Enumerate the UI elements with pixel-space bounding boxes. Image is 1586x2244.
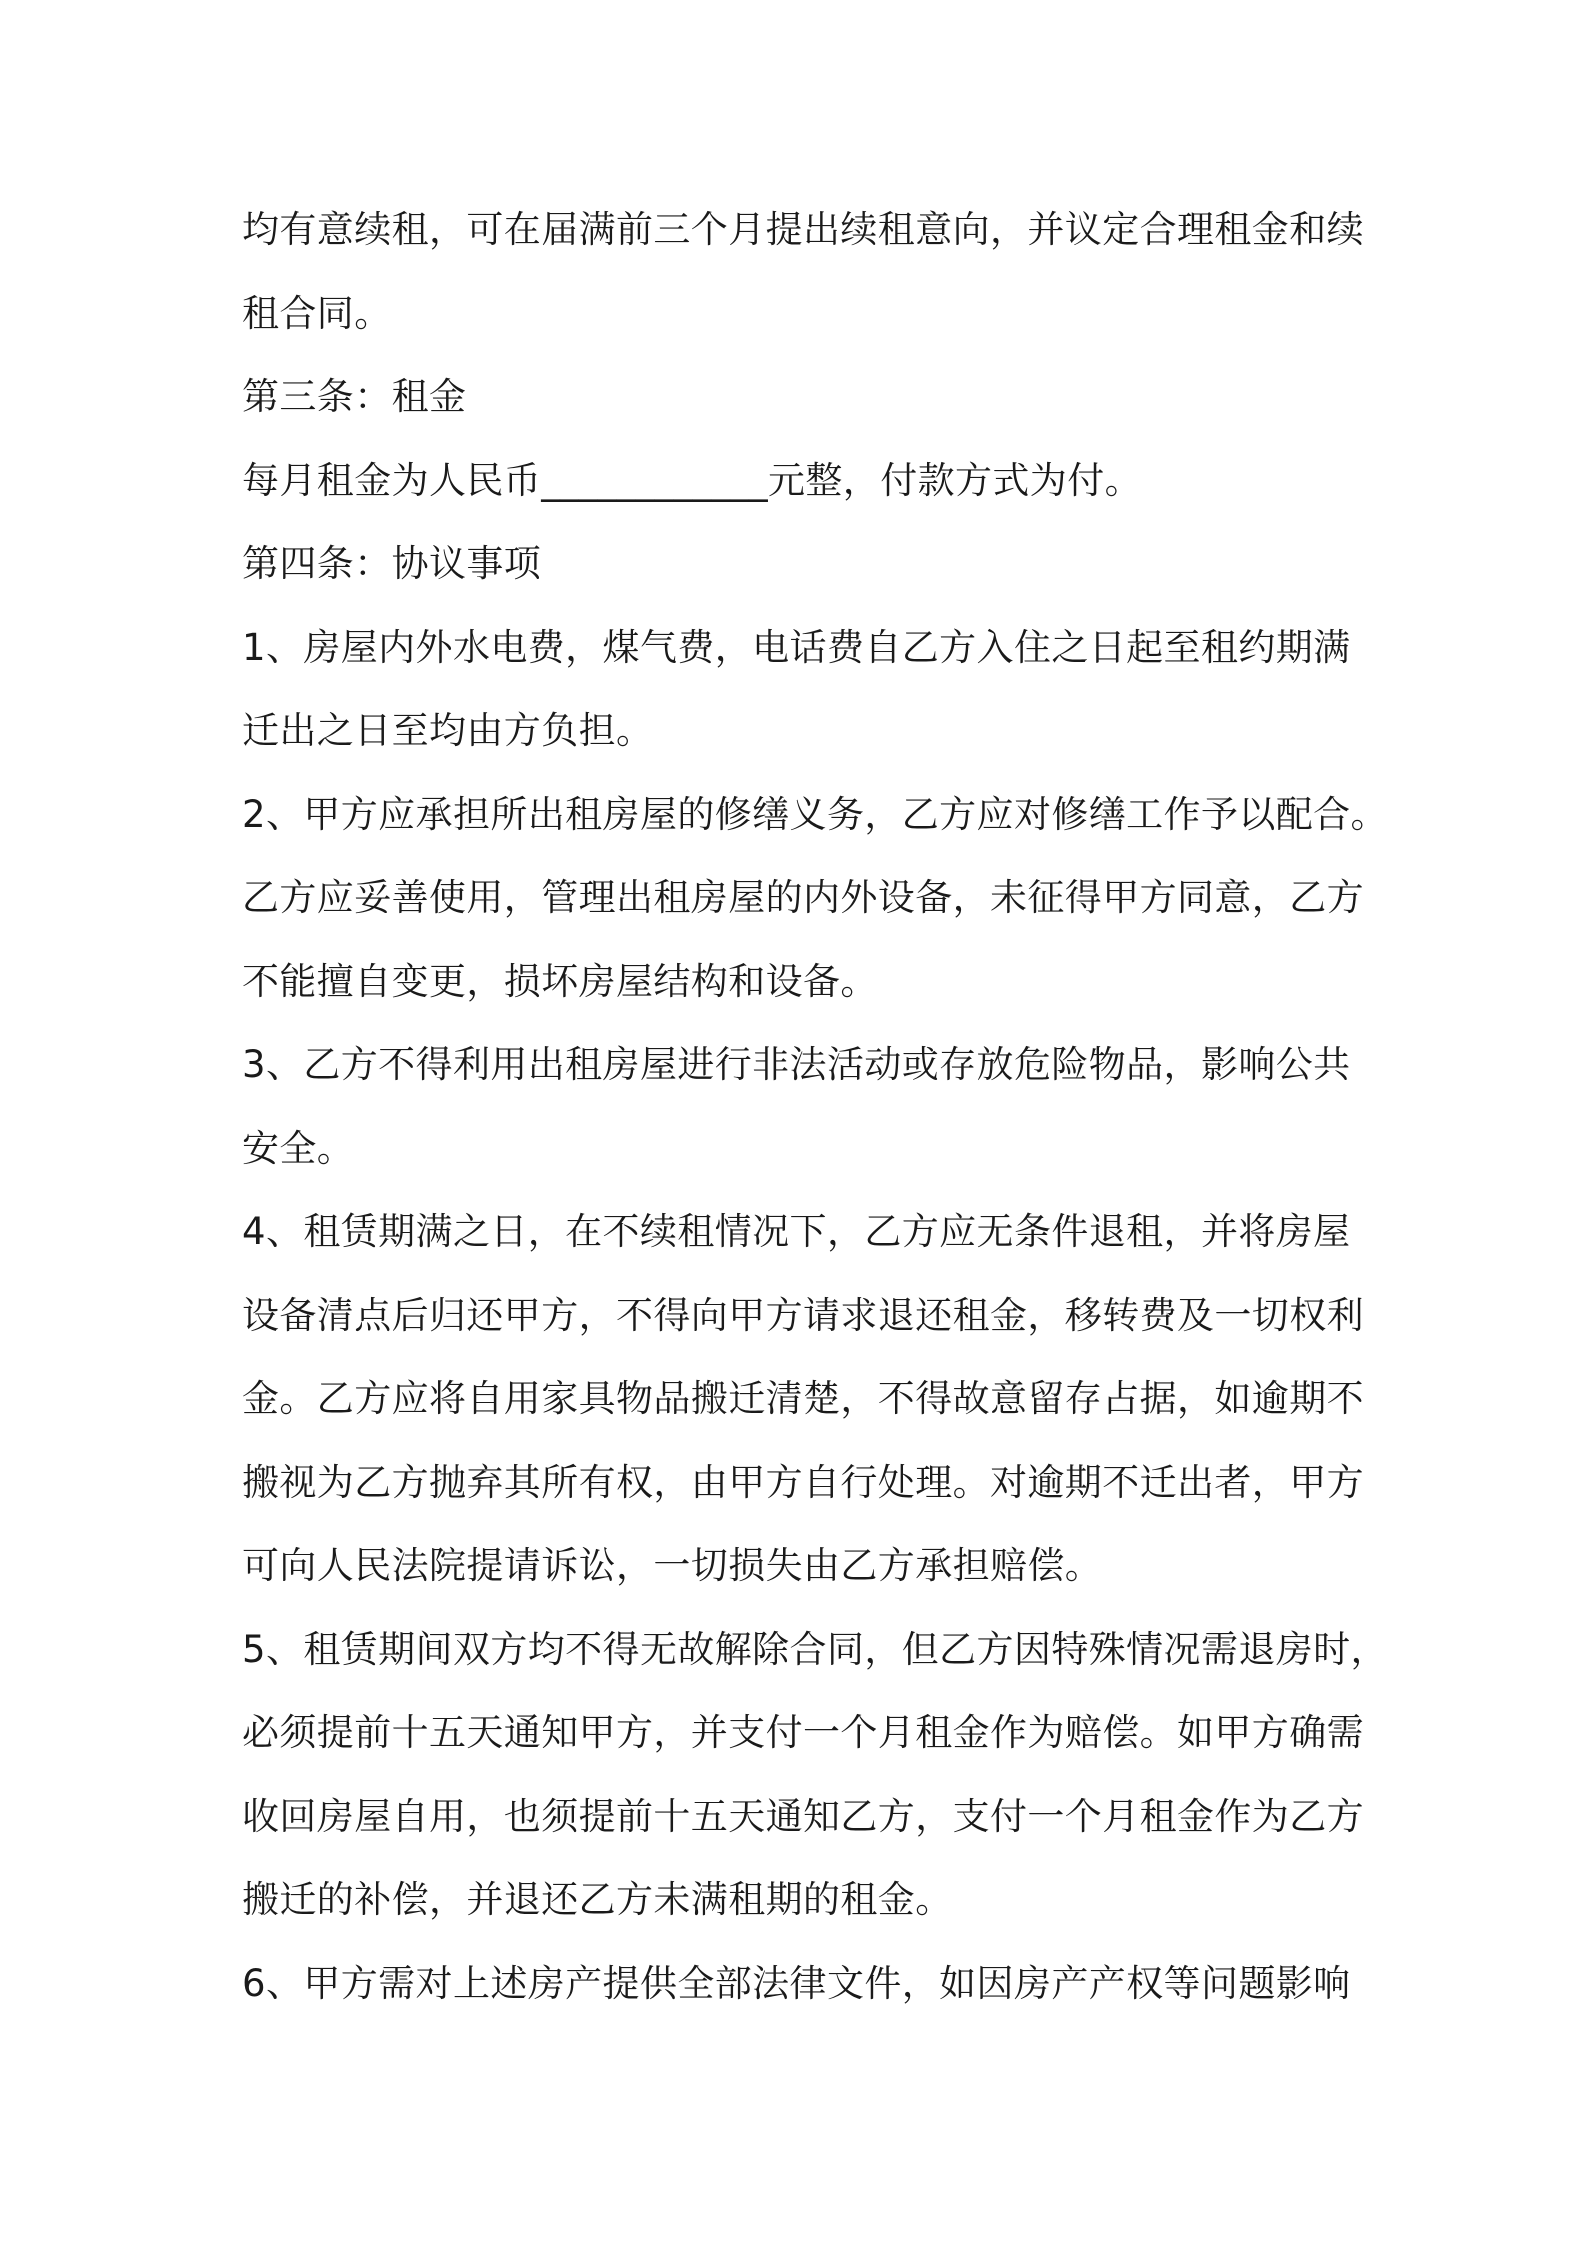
text-line: 每月租金为人民币____________元整，付款方式为付。 bbox=[242, 459, 1142, 502]
text-line: 金。乙方应将自用家具物品搬迁清楚，不得故意留存占据，如逾期不 bbox=[242, 1377, 1364, 1420]
text-line: 2、甲方应承担所出租房屋的修缮义务，乙方应对修缮工作予以配合。 bbox=[242, 793, 1388, 836]
section-heading: 第三条：租金 bbox=[242, 375, 467, 418]
text-line: 收回房屋自用，也须提前十五天通知乙方，支付一个月租金作为乙方 bbox=[242, 1795, 1364, 1838]
text-line: 1、房屋内外水电费，煤气费，电话费自乙方入住之日起至租约期满 bbox=[242, 626, 1351, 669]
text-line: 3、乙方不得利用出租房屋进行非法活动或存放危险物品，影响公共 bbox=[242, 1043, 1351, 1086]
text-line: 必须提前十五天通知甲方，并支付一个月租金作为赔偿。如甲方确需 bbox=[242, 1711, 1364, 1754]
text-line: 不能擅自变更，损坏房屋结构和设备。 bbox=[242, 960, 878, 1003]
text-line: 4、租赁期满之日，在不续租情况下，乙方应无条件退租，并将房屋 bbox=[242, 1210, 1351, 1253]
text-line: 可向人民法院提请诉讼，一切损失由乙方承担赔偿。 bbox=[242, 1544, 1103, 1587]
text-line: 搬视为乙方抛弃其所有权，由甲方自行处理。对逾期不迁出者，甲方 bbox=[242, 1461, 1364, 1504]
text-line: 6、甲方需对上述房产提供全部法律文件，如因房产产权等问题影响 bbox=[242, 1962, 1351, 2005]
text-line: 设备清点后归还甲方，不得向甲方请求退还租金，移转费及一切权利 bbox=[242, 1294, 1364, 1337]
text-line: 租合同。 bbox=[242, 292, 392, 335]
text-line: 安全。 bbox=[242, 1127, 355, 1170]
text-line: 乙方应妥善使用，管理出租房屋的内外设备，未征得甲方同意，乙方 bbox=[242, 876, 1364, 919]
text-line: 5、租赁期间双方均不得无故解除合同，但乙方因特殊情况需退房时， bbox=[242, 1628, 1388, 1671]
text-line: 均有意续租，可在届满前三个月提出续租意向，并议定合理租金和续 bbox=[242, 208, 1364, 251]
text-line: 迁出之日至均由方负担。 bbox=[242, 709, 654, 752]
text-line: 搬迁的补偿，并退还乙方未满租期的租金。 bbox=[242, 1878, 953, 1921]
section-heading: 第四条：协议事项 bbox=[242, 542, 542, 585]
